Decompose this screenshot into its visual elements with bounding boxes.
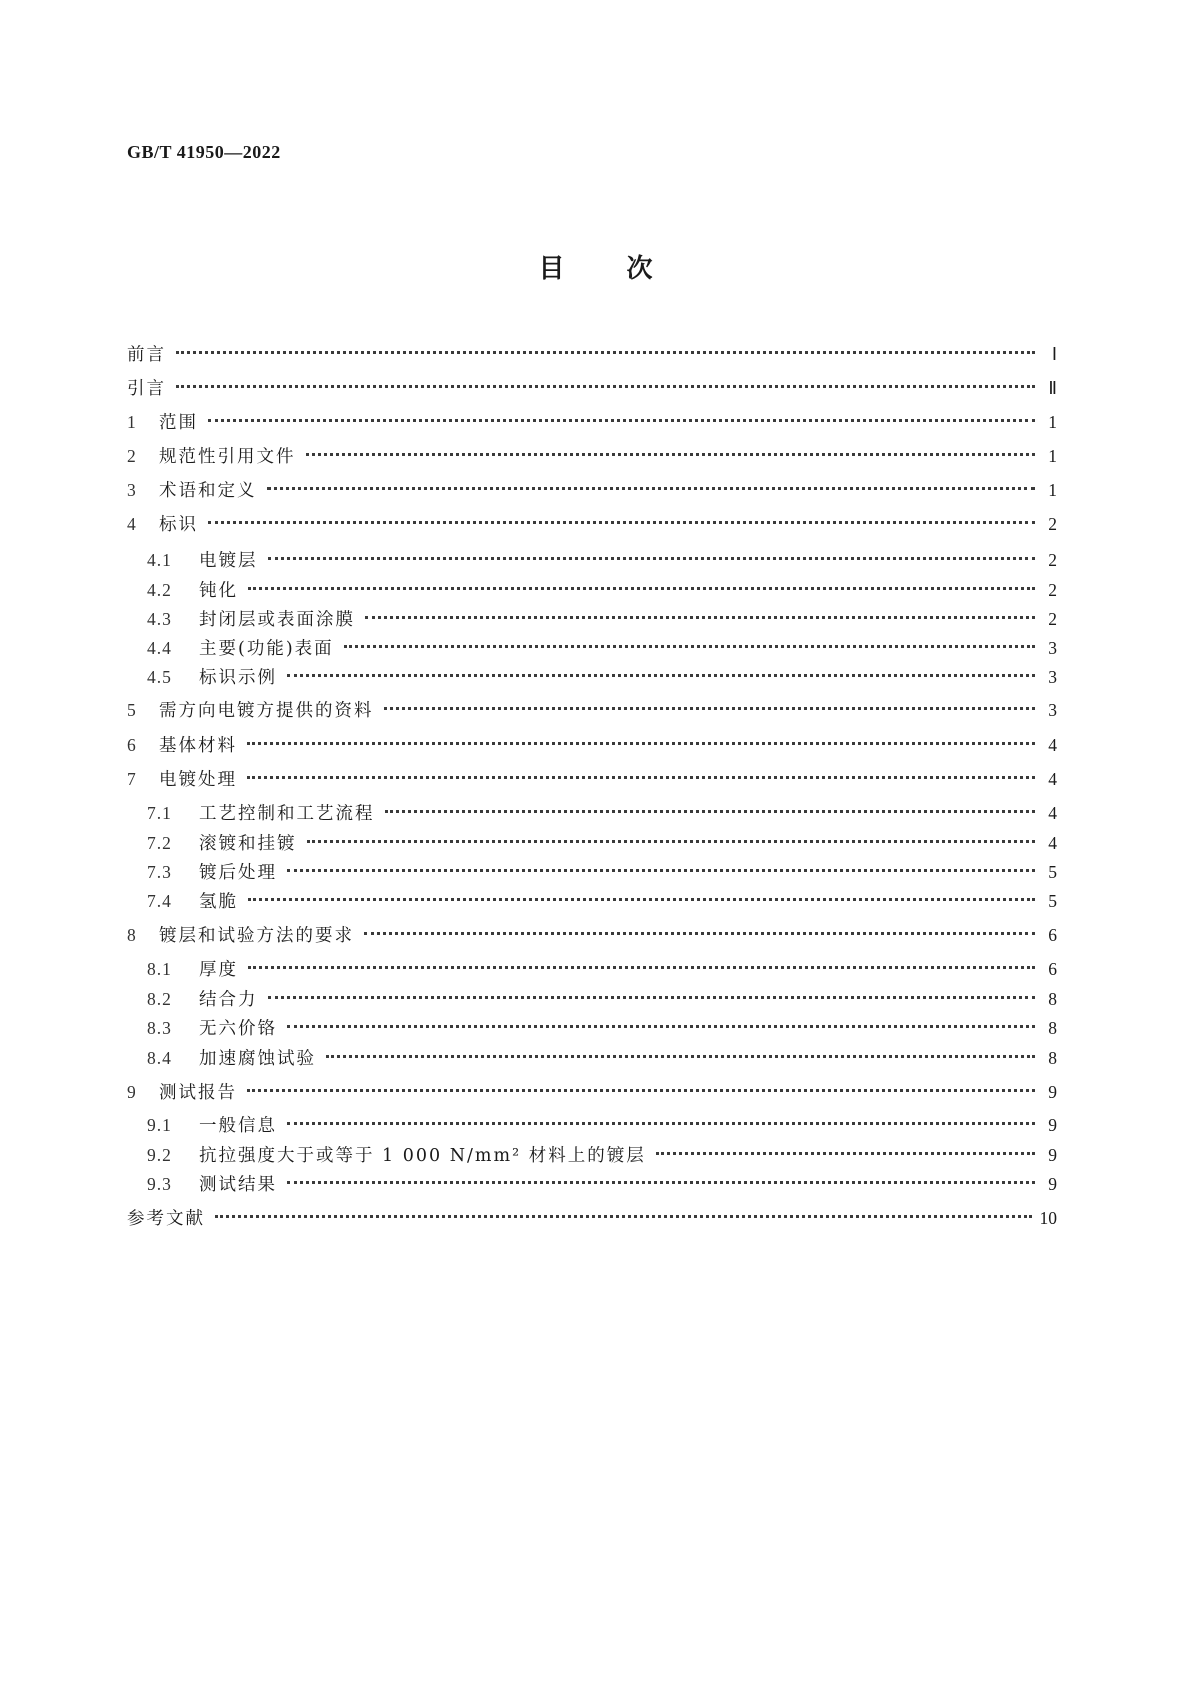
toc-entry-number: 8.4 (147, 1048, 172, 1068)
toc-entry-page: 3 (1048, 638, 1057, 658)
toc-entry-number: 1 (127, 412, 137, 432)
toc-entry[interactable] (147, 985, 1057, 1013)
toc-entry-title: 引言 (127, 379, 166, 399)
dot-leader (267, 487, 1036, 490)
toc-entry[interactable] (147, 1044, 1057, 1072)
toc-entry-title: 测试结果 (199, 1175, 277, 1195)
dot-leader (287, 1025, 1035, 1028)
toc-entry[interactable] (147, 546, 1057, 574)
toc-entry-title: 标识示例 (199, 668, 277, 688)
dot-leader (326, 1055, 1035, 1058)
dot-leader (364, 932, 1035, 935)
toc-entry-page: 6 (1048, 959, 1057, 979)
toc-entry-page: 6 (1048, 925, 1057, 945)
dot-leader (248, 587, 1035, 590)
toc-entry-title: 封闭层或表面涂膜 (199, 610, 355, 630)
toc-entry[interactable] (147, 955, 1057, 983)
toc-entry-title: 氢脆 (199, 892, 238, 912)
toc-entry-page: Ⅱ (1048, 378, 1057, 398)
toc-entry-title: 镀后处理 (199, 863, 277, 883)
toc-entry-number: 9.3 (147, 1174, 172, 1194)
dot-leader (344, 645, 1035, 648)
dot-leader (365, 616, 1035, 619)
toc-entry[interactable] (127, 696, 1057, 724)
toc-entry-title: 主要(功能)表面 (199, 639, 334, 659)
toc-entry-title: 滚镀和挂镀 (199, 834, 297, 854)
toc-entry-page: Ⅰ (1051, 344, 1057, 364)
toc-entry-page: 1 (1048, 480, 1057, 500)
toc-entry-title: 结合力 (199, 990, 258, 1010)
toc-entry-page: 2 (1048, 609, 1057, 629)
dot-leader (385, 810, 1036, 813)
toc-entry-number: 9 (127, 1082, 137, 1102)
toc-entry-page: 9 (1048, 1082, 1057, 1102)
toc-entry-title: 前言 (127, 345, 166, 365)
toc-title (0, 248, 1191, 285)
toc-entry[interactable] (127, 765, 1057, 793)
dot-leader (247, 1089, 1035, 1092)
dot-leader (268, 557, 1036, 560)
toc-entry-number: 8.2 (147, 989, 172, 1009)
toc-entry-title: 术语和定义 (159, 481, 257, 501)
dot-leader (307, 840, 1036, 843)
toc-entry[interactable] (127, 1204, 1057, 1232)
toc-entry[interactable] (127, 1078, 1057, 1106)
toc-entry-number: 4.4 (147, 638, 172, 658)
dot-leader (208, 521, 1035, 524)
dot-leader (176, 351, 1035, 354)
toc-entry-page: 8 (1048, 1048, 1057, 1068)
toc-entry[interactable] (147, 634, 1057, 662)
toc-title-char-1: 目 (538, 254, 565, 284)
toc-entry-title: 钝化 (199, 581, 238, 601)
toc-entry[interactable] (127, 731, 1057, 759)
toc-entry[interactable] (147, 1170, 1057, 1198)
dot-leader (268, 996, 1036, 999)
toc-entry-number: 2 (127, 446, 137, 466)
toc-entry[interactable] (147, 799, 1057, 827)
toc-entry-title: 需方向电镀方提供的资料 (159, 701, 374, 721)
toc-entry-page: 2 (1048, 514, 1057, 534)
toc-entry-page: 5 (1048, 862, 1057, 882)
toc-entry-title: 镀层和试验方法的要求 (159, 926, 354, 946)
toc-entry-page: 9 (1048, 1145, 1057, 1165)
toc-entry-number: 7 (127, 769, 137, 789)
dot-leader (287, 1181, 1035, 1184)
toc-entry-page: 4 (1048, 803, 1057, 823)
toc-entry-number: 7.4 (147, 891, 172, 911)
toc-entry-page: 1 (1048, 412, 1057, 432)
standard-code: GB/T 41950—2022 (127, 142, 281, 162)
toc-entry-page: 3 (1048, 700, 1057, 720)
dot-leader (215, 1215, 1032, 1218)
toc-entry-number: 3 (127, 480, 137, 500)
toc-entry-page: 9 (1048, 1115, 1057, 1135)
toc-entry[interactable] (147, 858, 1057, 886)
toc-entry-title: 规范性引用文件 (159, 447, 296, 467)
toc-entry-number: 4 (127, 514, 137, 534)
toc-entry-page: 9 (1048, 1174, 1057, 1194)
dot-leader (247, 776, 1035, 779)
toc-entry-title: 工艺控制和工艺流程 (199, 804, 375, 824)
toc-entry-number: 7.3 (147, 862, 172, 882)
toc-entry-page: 4 (1048, 833, 1057, 853)
toc-entry-title: 一般信息 (199, 1116, 277, 1136)
toc-entry-number: 4.5 (147, 667, 172, 687)
toc-entry[interactable] (147, 663, 1057, 691)
toc-entry-number: 6 (127, 735, 137, 755)
toc-entry-number: 9.2 (147, 1145, 172, 1165)
dot-leader (248, 966, 1035, 969)
toc-entry-number: 8.1 (147, 959, 172, 979)
toc-entry-page: 4 (1048, 769, 1057, 789)
toc-entry-title: 参考文献 (127, 1209, 205, 1229)
toc-entry[interactable] (147, 576, 1057, 604)
toc-entry-title: 电镀处理 (159, 770, 237, 790)
toc-entry-number: 4.3 (147, 609, 172, 629)
toc-entry[interactable] (127, 408, 1057, 436)
toc-entry[interactable] (147, 829, 1057, 857)
toc-entry-page: 2 (1048, 550, 1057, 570)
toc-entry[interactable] (127, 921, 1057, 949)
toc-entry-title: 基体材料 (159, 736, 237, 756)
toc-entry-title: 加速腐蚀试验 (199, 1049, 316, 1069)
toc-entry-page: 8 (1048, 1018, 1057, 1038)
dot-leader (208, 419, 1035, 422)
toc-entry-number: 7.1 (147, 803, 172, 823)
toc-entry-page: 2 (1048, 580, 1057, 600)
toc-entry-page: 5 (1048, 891, 1057, 911)
toc-entry-page: 10 (1039, 1208, 1057, 1228)
toc-entry[interactable] (127, 476, 1057, 504)
toc-entry[interactable] (147, 887, 1057, 915)
toc-entry-number: 8 (127, 925, 137, 945)
toc-entry[interactable] (127, 340, 1057, 368)
dot-leader (176, 385, 1035, 388)
toc-entry-page: 4 (1048, 735, 1057, 755)
toc-entry[interactable] (147, 1014, 1057, 1042)
dot-leader (287, 674, 1035, 677)
toc-entry-number: 8.3 (147, 1018, 172, 1038)
toc-entry[interactable] (127, 510, 1057, 538)
dot-leader (247, 742, 1035, 745)
toc-entry[interactable] (147, 1141, 1057, 1169)
toc-entry[interactable] (147, 605, 1057, 633)
dot-leader (656, 1152, 1035, 1155)
toc-entry[interactable] (127, 442, 1057, 470)
toc-entry-number: 9.1 (147, 1115, 172, 1135)
toc-entry[interactable] (127, 374, 1057, 402)
dot-leader (306, 453, 1036, 456)
toc-entry-number: 7.2 (147, 833, 172, 853)
dot-leader (248, 898, 1035, 901)
toc-title-char-2: 次 (626, 254, 653, 284)
toc-entry-title: 厚度 (199, 960, 238, 980)
toc-entry-number: 4.1 (147, 550, 172, 570)
dot-leader (287, 1122, 1035, 1125)
toc-entry-page: 3 (1048, 667, 1057, 687)
dot-leader (287, 869, 1035, 872)
toc-entry-title: 电镀层 (199, 551, 258, 571)
dot-leader (384, 707, 1036, 710)
toc-entry-title: 抗拉强度大于或等于 1 000 N/mm² 材料上的镀层 (199, 1146, 646, 1166)
toc-entry-page: 1 (1048, 446, 1057, 466)
toc-entry-title: 测试报告 (159, 1083, 237, 1103)
toc-entry-number: 4.2 (147, 580, 172, 600)
toc-entry-title: 范围 (159, 413, 198, 433)
toc-entry-title: 标识 (159, 515, 198, 535)
toc-entry-title: 无六价铬 (199, 1019, 277, 1039)
toc-entry[interactable] (147, 1111, 1057, 1139)
toc-entry-page: 8 (1048, 989, 1057, 1009)
toc-entry-number: 5 (127, 700, 137, 720)
